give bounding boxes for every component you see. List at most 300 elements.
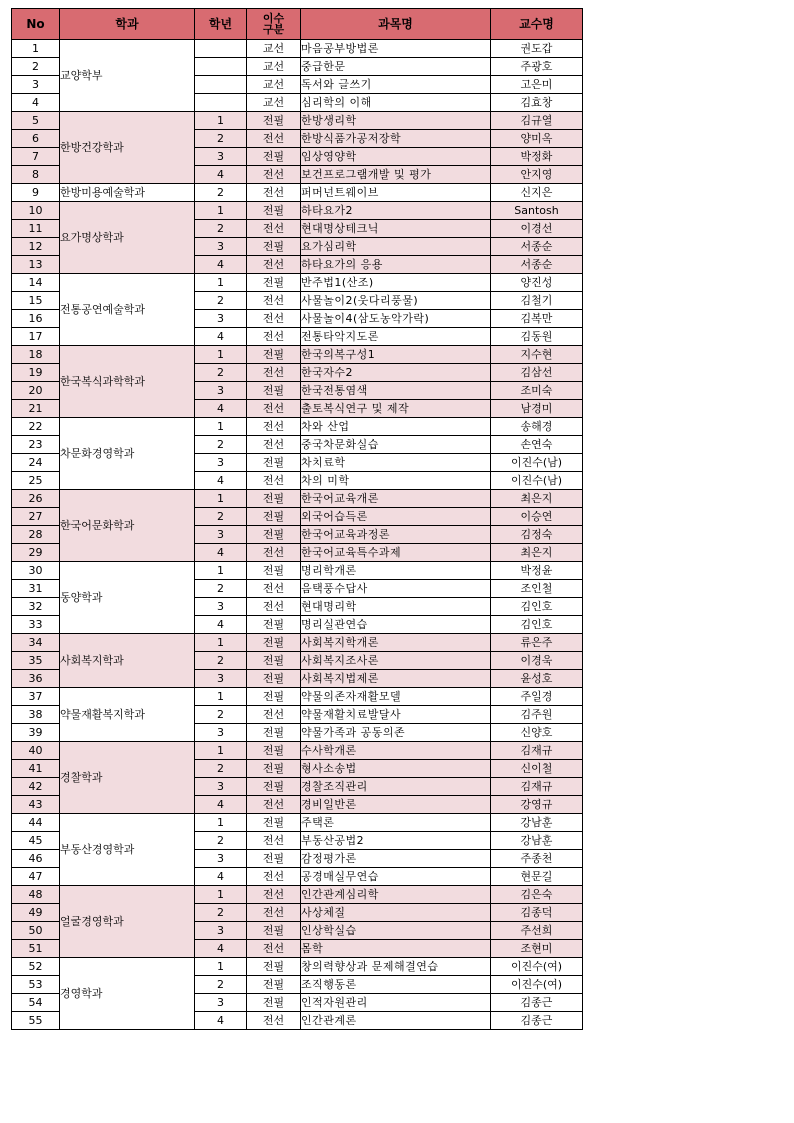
subject-cell: 출토복식연구 및 제작 <box>301 400 491 418</box>
subject-cell: 중국차문화실습 <box>301 436 491 454</box>
row-number: 53 <box>12 976 60 994</box>
row-number: 17 <box>12 328 60 346</box>
year-cell: 3 <box>195 310 247 328</box>
subject-cell: 한국자수2 <box>301 364 491 382</box>
subject-cell: 임상영양학 <box>301 148 491 166</box>
year-cell: 4 <box>195 472 247 490</box>
row-number: 37 <box>12 688 60 706</box>
year-cell: 4 <box>195 256 247 274</box>
department-cell: 부동산경영학과 <box>60 814 195 886</box>
year-cell: 1 <box>195 112 247 130</box>
year-cell <box>195 76 247 94</box>
table-row <box>12 418 583 436</box>
course-type-cell: 전필 <box>247 778 301 796</box>
course-type-cell: 교선 <box>247 58 301 76</box>
year-cell: 2 <box>195 832 247 850</box>
year-cell: 3 <box>195 382 247 400</box>
professor-cell: Santosh <box>491 202 583 220</box>
row-number: 9 <box>12 184 60 202</box>
year-cell: 3 <box>195 454 247 472</box>
year-cell: 3 <box>195 778 247 796</box>
subject-cell: 사회복지조사론 <box>301 652 491 670</box>
department-cell: 차문화경영학과 <box>60 418 195 490</box>
course-type-cell: 전필 <box>247 850 301 868</box>
subject-cell: 약물가족과 공동의존 <box>301 724 491 742</box>
row-number: 23 <box>12 436 60 454</box>
row-number: 12 <box>12 238 60 256</box>
department-cell: 얼굴경영학과 <box>60 886 195 958</box>
subject-cell: 외국어습득론 <box>301 508 491 526</box>
year-cell: 4 <box>195 868 247 886</box>
course-type-cell: 전선 <box>247 400 301 418</box>
professor-cell: 주일경 <box>491 688 583 706</box>
year-cell: 2 <box>195 904 247 922</box>
subject-cell: 전통타악지도론 <box>301 328 491 346</box>
department-cell: 한국어문화학과 <box>60 490 195 562</box>
professor-cell: 김규열 <box>491 112 583 130</box>
row-number: 41 <box>12 760 60 778</box>
course-type-cell: 전필 <box>247 742 301 760</box>
professor-cell: 조미숙 <box>491 382 583 400</box>
course-type-cell: 전필 <box>247 346 301 364</box>
professor-cell: 조인철 <box>491 580 583 598</box>
professor-cell: 김인호 <box>491 616 583 634</box>
subject-cell: 하타요가2 <box>301 202 491 220</box>
header-department: 학과 <box>60 9 195 40</box>
professor-cell: 박정윤 <box>491 562 583 580</box>
header-course-type-text: 이수 구분 <box>262 12 285 36</box>
course-type-cell: 전필 <box>247 616 301 634</box>
year-cell: 4 <box>195 940 247 958</box>
year-cell: 2 <box>195 130 247 148</box>
professor-cell: 주종천 <box>491 850 583 868</box>
year-cell: 1 <box>195 274 247 292</box>
row-number: 49 <box>12 904 60 922</box>
course-type-cell: 전선 <box>247 940 301 958</box>
course-type-cell: 전선 <box>247 364 301 382</box>
course-type-cell: 전필 <box>247 994 301 1012</box>
row-number: 47 <box>12 868 60 886</box>
course-type-cell: 전선 <box>247 904 301 922</box>
subject-cell: 중급한문 <box>301 58 491 76</box>
row-number: 8 <box>12 166 60 184</box>
professor-cell: 김철기 <box>491 292 583 310</box>
course-type-cell: 전선 <box>247 598 301 616</box>
course-type-cell: 전필 <box>247 382 301 400</box>
row-number: 33 <box>12 616 60 634</box>
row-number: 35 <box>12 652 60 670</box>
professor-cell: 김동원 <box>491 328 583 346</box>
professor-cell: 이승연 <box>491 508 583 526</box>
professor-cell: 서종순 <box>491 238 583 256</box>
subject-cell: 한국어교육과정론 <box>301 526 491 544</box>
course-type-cell: 전선 <box>247 544 301 562</box>
header-row <box>12 9 583 40</box>
subject-cell: 반주법1(산조) <box>301 274 491 292</box>
course-type-cell: 전필 <box>247 490 301 508</box>
professor-cell: 김삼선 <box>491 364 583 382</box>
subject-cell: 한방식품가공저장학 <box>301 130 491 148</box>
course-type-cell: 전선 <box>247 166 301 184</box>
professor-cell: 남경미 <box>491 400 583 418</box>
row-number: 45 <box>12 832 60 850</box>
row-number: 55 <box>12 1012 60 1030</box>
subject-cell: 인간관계론 <box>301 1012 491 1030</box>
row-number: 44 <box>12 814 60 832</box>
subject-cell: 하타요가의 응용 <box>301 256 491 274</box>
year-cell: 4 <box>195 544 247 562</box>
course-type-cell: 전선 <box>247 130 301 148</box>
row-number: 25 <box>12 472 60 490</box>
professor-cell: 최은지 <box>491 544 583 562</box>
professor-cell: 김효창 <box>491 94 583 112</box>
professor-cell: 안지영 <box>491 166 583 184</box>
year-cell: 1 <box>195 742 247 760</box>
course-type-cell: 전선 <box>247 1012 301 1030</box>
professor-cell: 박정화 <box>491 148 583 166</box>
course-type-cell: 전필 <box>247 976 301 994</box>
row-number: 31 <box>12 580 60 598</box>
table-row <box>12 202 583 220</box>
department-cell: 한방미용예술학과 <box>60 184 195 202</box>
row-number: 39 <box>12 724 60 742</box>
row-number: 30 <box>12 562 60 580</box>
professor-cell: 신양호 <box>491 724 583 742</box>
professor-cell: 이진수(남) <box>491 454 583 472</box>
row-number: 20 <box>12 382 60 400</box>
subject-cell: 경비일반론 <box>301 796 491 814</box>
year-cell: 1 <box>195 886 247 904</box>
year-cell <box>195 40 247 58</box>
row-number: 13 <box>12 256 60 274</box>
row-number: 10 <box>12 202 60 220</box>
professor-cell: 김종근 <box>491 1012 583 1030</box>
professor-cell: 송해경 <box>491 418 583 436</box>
table-row <box>12 112 583 130</box>
professor-cell: 강남훈 <box>491 814 583 832</box>
department-cell: 한방건강학과 <box>60 112 195 184</box>
row-number: 16 <box>12 310 60 328</box>
professor-cell: 김정숙 <box>491 526 583 544</box>
course-type-cell: 전선 <box>247 292 301 310</box>
subject-cell: 사물놀이2(웃다리풍물) <box>301 292 491 310</box>
course-type-cell: 교선 <box>247 76 301 94</box>
course-type-cell: 전선 <box>247 580 301 598</box>
course-type-cell: 전선 <box>247 436 301 454</box>
row-number: 54 <box>12 994 60 1012</box>
year-cell: 4 <box>195 400 247 418</box>
subject-cell: 형사소송법 <box>301 760 491 778</box>
row-number: 18 <box>12 346 60 364</box>
course-type-cell: 전필 <box>247 112 301 130</box>
professor-cell: 주선희 <box>491 922 583 940</box>
professor-cell: 이진수(여) <box>491 976 583 994</box>
row-number: 43 <box>12 796 60 814</box>
table-row <box>12 688 583 706</box>
course-type-cell: 전필 <box>247 652 301 670</box>
professor-cell: 손연숙 <box>491 436 583 454</box>
subject-cell: 사회복지법제론 <box>301 670 491 688</box>
professor-cell: 이진수(남) <box>491 472 583 490</box>
course-type-cell: 전필 <box>247 526 301 544</box>
professor-cell: 양미옥 <box>491 130 583 148</box>
subject-cell: 약물의존자재활모델 <box>301 688 491 706</box>
year-cell: 2 <box>195 184 247 202</box>
row-number: 52 <box>12 958 60 976</box>
year-cell: 1 <box>195 814 247 832</box>
row-number: 19 <box>12 364 60 382</box>
subject-cell: 한방생리학 <box>301 112 491 130</box>
header-subject: 과목명 <box>301 9 491 40</box>
course-type-cell: 전필 <box>247 562 301 580</box>
row-number: 26 <box>12 490 60 508</box>
year-cell: 4 <box>195 1012 247 1030</box>
row-number: 6 <box>12 130 60 148</box>
header-year: 학년 <box>195 9 247 40</box>
course-type-cell: 전필 <box>247 724 301 742</box>
row-number: 3 <box>12 76 60 94</box>
subject-cell: 현대명상테크닉 <box>301 220 491 238</box>
header-no: No <box>12 9 60 40</box>
year-cell: 1 <box>195 688 247 706</box>
header-course-type <box>247 9 301 40</box>
row-number: 40 <box>12 742 60 760</box>
year-cell: 3 <box>195 238 247 256</box>
course-type-cell: 전필 <box>247 148 301 166</box>
subject-cell: 인적자원관리 <box>301 994 491 1012</box>
course-type-cell: 전필 <box>247 958 301 976</box>
course-type-cell: 전필 <box>247 634 301 652</box>
year-cell: 1 <box>195 490 247 508</box>
department-cell: 한국복식과학학과 <box>60 346 195 418</box>
row-number: 24 <box>12 454 60 472</box>
table-row <box>12 958 583 976</box>
course-type-cell: 전선 <box>247 886 301 904</box>
subject-cell: 공경매실무연습 <box>301 868 491 886</box>
row-number: 2 <box>12 58 60 76</box>
year-cell <box>195 58 247 76</box>
course-type-cell: 전필 <box>247 670 301 688</box>
professor-cell: 양진성 <box>491 274 583 292</box>
year-cell: 3 <box>195 148 247 166</box>
subject-cell: 경찰조직관리 <box>301 778 491 796</box>
course-type-cell: 전선 <box>247 796 301 814</box>
table-row <box>12 886 583 904</box>
course-type-cell: 전필 <box>247 922 301 940</box>
course-type-cell: 전필 <box>247 688 301 706</box>
course-type-cell: 전선 <box>247 184 301 202</box>
course-type-cell: 전선 <box>247 868 301 886</box>
year-cell: 1 <box>195 958 247 976</box>
course-type-cell: 교선 <box>247 40 301 58</box>
subject-cell: 보건프로그램개발 및 평가 <box>301 166 491 184</box>
table-row <box>12 40 583 58</box>
year-cell: 4 <box>195 796 247 814</box>
professor-cell: 이경선 <box>491 220 583 238</box>
subject-cell: 인간관계심리학 <box>301 886 491 904</box>
row-number: 28 <box>12 526 60 544</box>
professor-cell: 주광호 <box>491 58 583 76</box>
year-cell: 1 <box>195 418 247 436</box>
row-number: 21 <box>12 400 60 418</box>
year-cell: 2 <box>195 508 247 526</box>
year-cell: 3 <box>195 922 247 940</box>
table-row <box>12 562 583 580</box>
year-cell: 2 <box>195 220 247 238</box>
subject-cell: 사상체질 <box>301 904 491 922</box>
subject-cell: 차의 미학 <box>301 472 491 490</box>
professor-cell: 류은주 <box>491 634 583 652</box>
table-row <box>12 634 583 652</box>
subject-cell: 마음공부방법론 <box>301 40 491 58</box>
professor-cell: 최은지 <box>491 490 583 508</box>
row-number: 7 <box>12 148 60 166</box>
table-row <box>12 490 583 508</box>
subject-cell: 부동산공법2 <box>301 832 491 850</box>
course-type-cell: 전필 <box>247 508 301 526</box>
course-type-cell: 전선 <box>247 472 301 490</box>
department-cell: 교양학부 <box>60 40 195 112</box>
row-number: 42 <box>12 778 60 796</box>
course-type-cell: 전필 <box>247 814 301 832</box>
professor-cell: 김복만 <box>491 310 583 328</box>
row-number: 1 <box>12 40 60 58</box>
row-number: 29 <box>12 544 60 562</box>
department-cell: 전통공연예술학과 <box>60 274 195 346</box>
row-number: 46 <box>12 850 60 868</box>
subject-cell: 몸학 <box>301 940 491 958</box>
year-cell: 2 <box>195 436 247 454</box>
department-cell: 사회복지학과 <box>60 634 195 688</box>
course-type-cell: 교선 <box>247 94 301 112</box>
course-type-cell: 전선 <box>247 418 301 436</box>
subject-cell: 현대명리학 <box>301 598 491 616</box>
year-cell: 3 <box>195 850 247 868</box>
professor-cell: 서종순 <box>491 256 583 274</box>
row-number: 5 <box>12 112 60 130</box>
professor-cell: 김종덕 <box>491 904 583 922</box>
subject-cell: 차치료학 <box>301 454 491 472</box>
table-row <box>12 346 583 364</box>
table-row <box>12 274 583 292</box>
subject-cell: 차와 산업 <box>301 418 491 436</box>
row-number: 36 <box>12 670 60 688</box>
subject-cell: 독서와 글쓰기 <box>301 76 491 94</box>
department-cell: 경영학과 <box>60 958 195 1030</box>
year-cell: 1 <box>195 346 247 364</box>
professor-cell: 지수현 <box>491 346 583 364</box>
year-cell: 2 <box>195 706 247 724</box>
subject-cell: 인상학실습 <box>301 922 491 940</box>
year-cell: 3 <box>195 598 247 616</box>
row-number: 51 <box>12 940 60 958</box>
course-table <box>11 8 583 1030</box>
course-type-cell: 전필 <box>247 760 301 778</box>
subject-cell: 요가심리학 <box>301 238 491 256</box>
subject-cell: 사물놀이4(삼도농악가락) <box>301 310 491 328</box>
course-type-cell: 전선 <box>247 256 301 274</box>
row-number: 15 <box>12 292 60 310</box>
row-number: 34 <box>12 634 60 652</box>
subject-cell: 명리실관연습 <box>301 616 491 634</box>
professor-cell: 강남훈 <box>491 832 583 850</box>
header-professor: 교수명 <box>491 9 583 40</box>
professor-cell: 현문길 <box>491 868 583 886</box>
year-cell: 2 <box>195 976 247 994</box>
course-type-cell: 전선 <box>247 832 301 850</box>
subject-cell: 한국어교육특수과제 <box>301 544 491 562</box>
professor-cell: 김주원 <box>491 706 583 724</box>
subject-cell: 명리학개론 <box>301 562 491 580</box>
subject-cell: 약물재활치료발달사 <box>301 706 491 724</box>
subject-cell: 한국어교육개론 <box>301 490 491 508</box>
course-table-body <box>12 40 583 1030</box>
course-type-cell: 전필 <box>247 274 301 292</box>
department-cell: 요가명상학과 <box>60 202 195 274</box>
subject-cell: 감정평가론 <box>301 850 491 868</box>
professor-cell: 권도갑 <box>491 40 583 58</box>
year-cell: 2 <box>195 292 247 310</box>
professor-cell: 이진수(여) <box>491 958 583 976</box>
professor-cell: 김인호 <box>491 598 583 616</box>
subject-cell: 퍼머넌트웨이브 <box>301 184 491 202</box>
year-cell <box>195 94 247 112</box>
professor-cell: 신이철 <box>491 760 583 778</box>
professor-cell: 강영규 <box>491 796 583 814</box>
professor-cell: 윤성호 <box>491 670 583 688</box>
course-type-cell: 전필 <box>247 202 301 220</box>
professor-cell: 김재규 <box>491 778 583 796</box>
course-type-cell: 전선 <box>247 220 301 238</box>
year-cell: 1 <box>195 562 247 580</box>
subject-cell: 주택론 <box>301 814 491 832</box>
department-cell: 동양학과 <box>60 562 195 634</box>
year-cell: 3 <box>195 724 247 742</box>
year-cell: 3 <box>195 670 247 688</box>
professor-cell: 조현미 <box>491 940 583 958</box>
subject-cell: 수사학개론 <box>301 742 491 760</box>
year-cell: 1 <box>195 202 247 220</box>
year-cell: 4 <box>195 166 247 184</box>
row-number: 48 <box>12 886 60 904</box>
subject-cell: 한국전통염색 <box>301 382 491 400</box>
course-type-cell: 전필 <box>247 454 301 472</box>
course-type-cell: 전선 <box>247 706 301 724</box>
year-cell: 2 <box>195 364 247 382</box>
year-cell: 2 <box>195 760 247 778</box>
row-number: 27 <box>12 508 60 526</box>
year-cell: 2 <box>195 580 247 598</box>
row-number: 50 <box>12 922 60 940</box>
year-cell: 3 <box>195 994 247 1012</box>
department-cell: 경찰학과 <box>60 742 195 814</box>
professor-cell: 신지은 <box>491 184 583 202</box>
table-row <box>12 814 583 832</box>
department-cell: 약물재활복지학과 <box>60 688 195 742</box>
table-row <box>12 742 583 760</box>
subject-cell: 음택풍수답사 <box>301 580 491 598</box>
row-number: 14 <box>12 274 60 292</box>
row-number: 32 <box>12 598 60 616</box>
course-type-cell: 전선 <box>247 310 301 328</box>
year-cell: 3 <box>195 526 247 544</box>
year-cell: 1 <box>195 634 247 652</box>
professor-cell: 이경욱 <box>491 652 583 670</box>
row-number: 11 <box>12 220 60 238</box>
row-number: 22 <box>12 418 60 436</box>
subject-cell: 한국의복구성1 <box>301 346 491 364</box>
year-cell: 2 <box>195 652 247 670</box>
